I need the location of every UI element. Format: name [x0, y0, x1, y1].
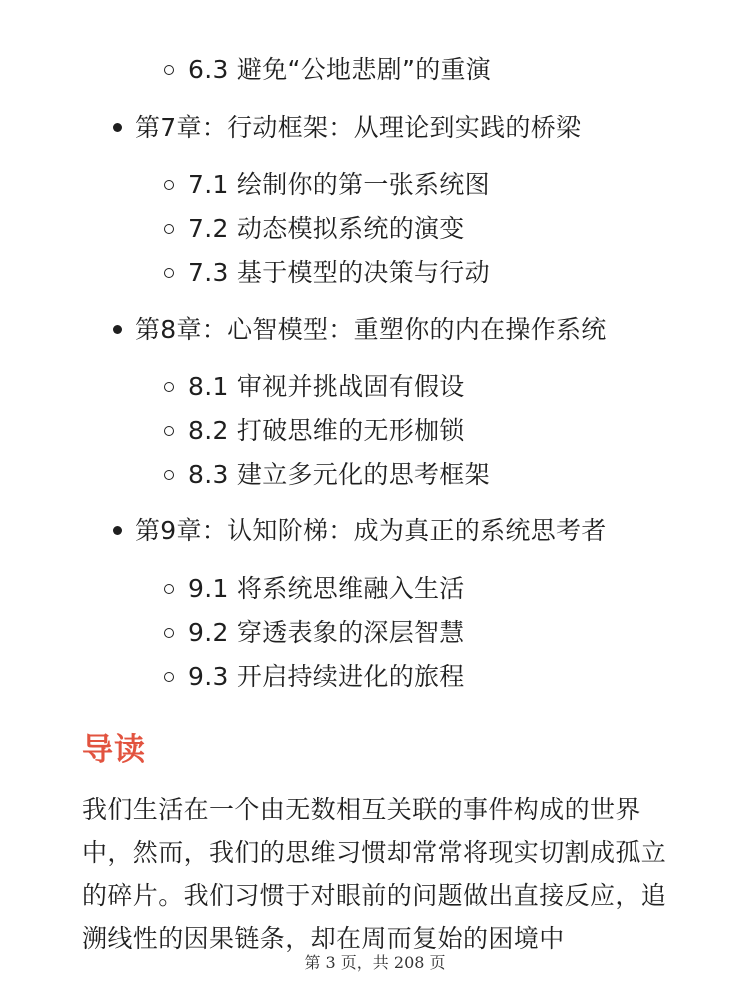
toc-item-9-2[interactable]	[188, 616, 465, 650]
circle-bullet-icon	[164, 628, 174, 638]
toc-item-6-3[interactable]	[188, 53, 491, 87]
toc-item-label: 7.3 基于模型的决策与行动	[188, 258, 490, 287]
toc-chapter-label: 第7章：行动框架：从理论到实践的桥梁	[135, 113, 582, 142]
disc-bullet-icon	[113, 123, 122, 132]
toc-item-label: 9.3 开启持续进化的旅程	[188, 662, 465, 691]
circle-bullet-icon	[164, 584, 174, 594]
toc-item-label: 7.2 动态模拟系统的演变	[188, 214, 465, 243]
toc-item-label: 8.3 建立多元化的思考框架	[188, 460, 490, 489]
circle-bullet-icon	[164, 426, 174, 436]
toc-item-7-3[interactable]	[188, 256, 490, 290]
disc-bullet-icon	[113, 325, 122, 334]
toc-item-label: 8.2 打破思维的无形枷锁	[188, 416, 465, 445]
toc-item-label: 6.3 避免“公地悲剧”的重演	[188, 55, 492, 84]
circle-bullet-icon	[164, 382, 174, 392]
toc-item-8-2[interactable]	[188, 414, 465, 448]
circle-bullet-icon	[164, 470, 174, 480]
toc-item-label: 9.1 将系统思维融入生活	[188, 574, 465, 603]
toc-item-label: 7.1 绘制你的第一张系统图	[188, 170, 490, 199]
toc-item-label: 9.2 穿透表象的深层智慧	[188, 618, 465, 647]
toc-item-8-3[interactable]	[188, 458, 490, 492]
disc-bullet-icon	[113, 526, 122, 535]
section-heading: 导读	[82, 732, 146, 768]
toc-item-7-2[interactable]	[188, 212, 465, 246]
circle-bullet-icon	[164, 268, 174, 278]
toc-chapter-label: 第8章：心智模型：重塑你的内在操作系统	[135, 315, 607, 344]
toc-chapter-7[interactable]	[135, 111, 581, 145]
page-number-footer: 第 3 页，共 208 页	[304, 953, 446, 972]
toc-chapter-8[interactable]	[135, 313, 607, 347]
circle-bullet-icon	[164, 224, 174, 234]
circle-bullet-icon	[164, 65, 174, 75]
toc-item-label: 8.1 审视并挑战固有假设	[188, 372, 465, 401]
intro-paragraph: 我们生活在一个由无数相互关联的事件构成的世界中，然而，我们的思维习惯却常常将现实切割成孤立的碎片。我们习惯于对眼前的问题做出直接反应，追溯线性的因果链条，却在周而复始的困境中	[82, 795, 667, 953]
toc-item-7-1[interactable]	[188, 168, 490, 202]
toc-item-9-3[interactable]	[188, 660, 465, 694]
toc-chapter-9[interactable]	[135, 514, 607, 548]
circle-bullet-icon	[164, 180, 174, 190]
circle-bullet-icon	[164, 672, 174, 682]
toc-chapter-label: 第9章：认知阶梯：成为真正的系统思考者	[135, 516, 607, 545]
toc-item-9-1[interactable]	[188, 572, 465, 606]
toc-item-8-1[interactable]	[188, 370, 465, 404]
